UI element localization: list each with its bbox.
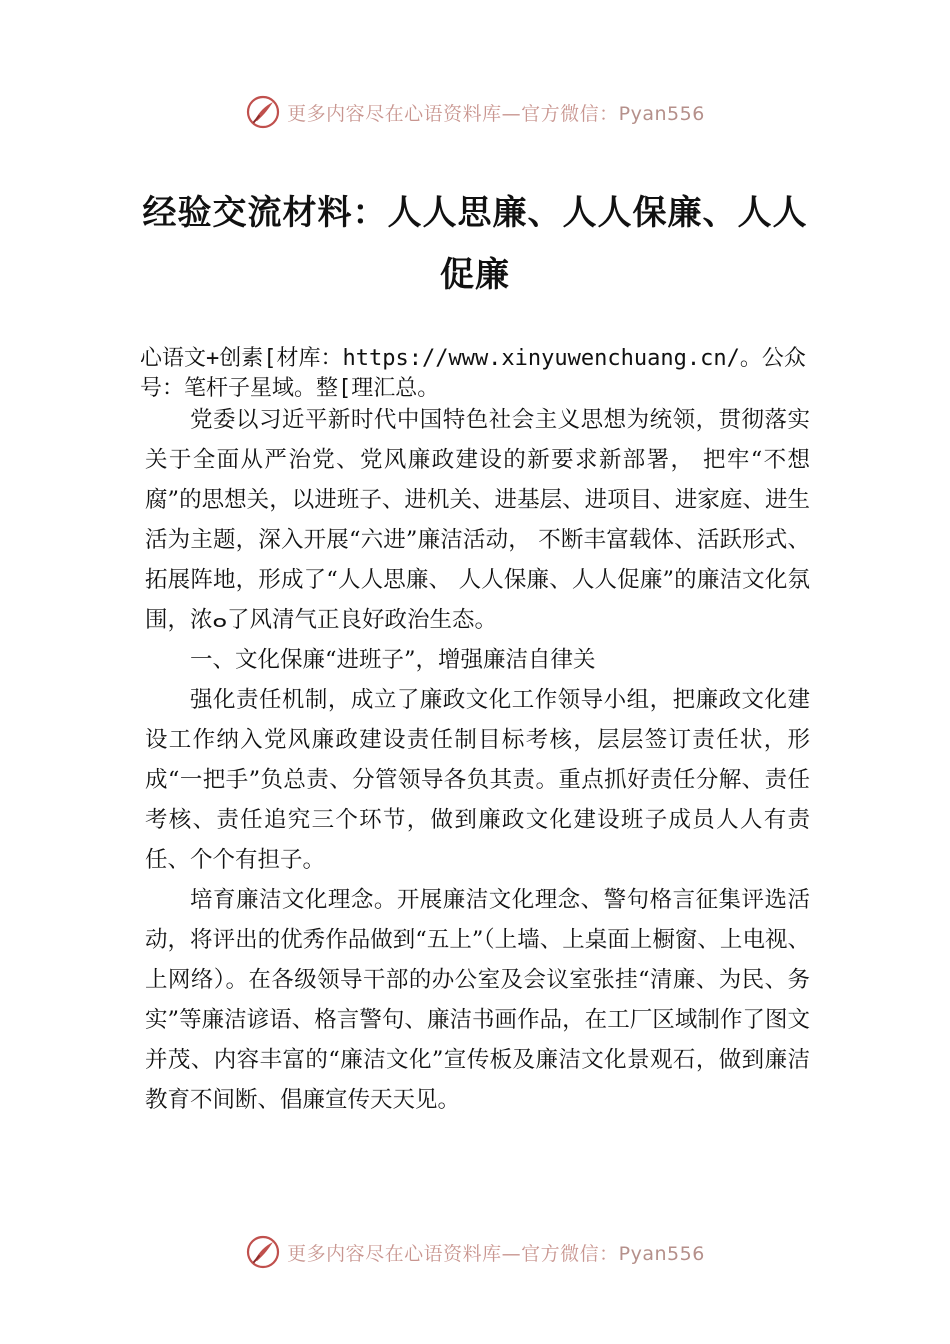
quill-pen-icon <box>245 94 281 130</box>
paragraph-responsibility: 强化责任机制，成立了廉政文化工作领导小组，把廉政文化建设工作纳入党风廉政建设责任制目标考核，层层签订责任状，形成“一把手”负总责、分管领导各负其责。重点抓好责任分解、责任考核、责任追究三个环节，做到廉政文化建设班子成员人人有责任、个个有担子。 <box>145 687 810 873</box>
header-banner <box>0 92 950 132</box>
section-heading: 一、文化保廉“进班子”，增强廉洁自律关 <box>190 647 596 673</box>
banner-text: 更多内容尽在心语资料库—官方微信：Pyan556 <box>287 102 705 125</box>
wechat-id: Pyan556 <box>618 1242 705 1265</box>
wechat-id: Pyan556 <box>618 102 705 125</box>
paragraph-culture: 培育廉洁文化理念。开展廉洁文化理念、警句格言征集评选活动，将评出的优秀作品做到“五上”（上墙、上桌面上橱窗、上电视、上网络）。在各级领导干部的办公室及会议室张挂“清廉、为民、务实”等廉洁谚语、格言警句、廉洁书画作品，在工厂区域制作了图文并茂、内容丰富的“廉洁文化”宣传板及廉洁文化景观石，做到廉洁教育不间断、倡廉宣传天天见。 <box>145 887 810 1113</box>
document-body <box>145 400 810 1120</box>
quill-pen-icon <box>245 1234 281 1270</box>
banner-text: 更多内容尽在心语资料库—官方微信：Pyan556 <box>287 1242 705 1265</box>
page-title: 经验交流材料：人人思廉、人人保廉、人人促廉 <box>142 193 808 295</box>
paragraph-intro: 党委以习近平新时代中国特色社会主义思想为统领，贯彻落实关于全面从严治党、党风廉政建设的新要求新部署， 把牢“不想腐”的思想关，以进班子、进机关、进基层、进项目、进家庭、进生活为主题，深入开展“六进”廉洁活动， 不断丰富载体、活跃形式、拓展阵地，形成了“人人思廉、 人人保廉、人人促廉”的廉洁文化氛围，浓ⴰ了风清气正良好政治生态。 <box>145 407 810 633</box>
source-line: 心语文+创素[材库：https://www.xinyuwenchuang.cn/。公众号：笔杆子星域。整[理汇总。 <box>140 346 806 401</box>
footer-banner <box>0 1232 950 1272</box>
